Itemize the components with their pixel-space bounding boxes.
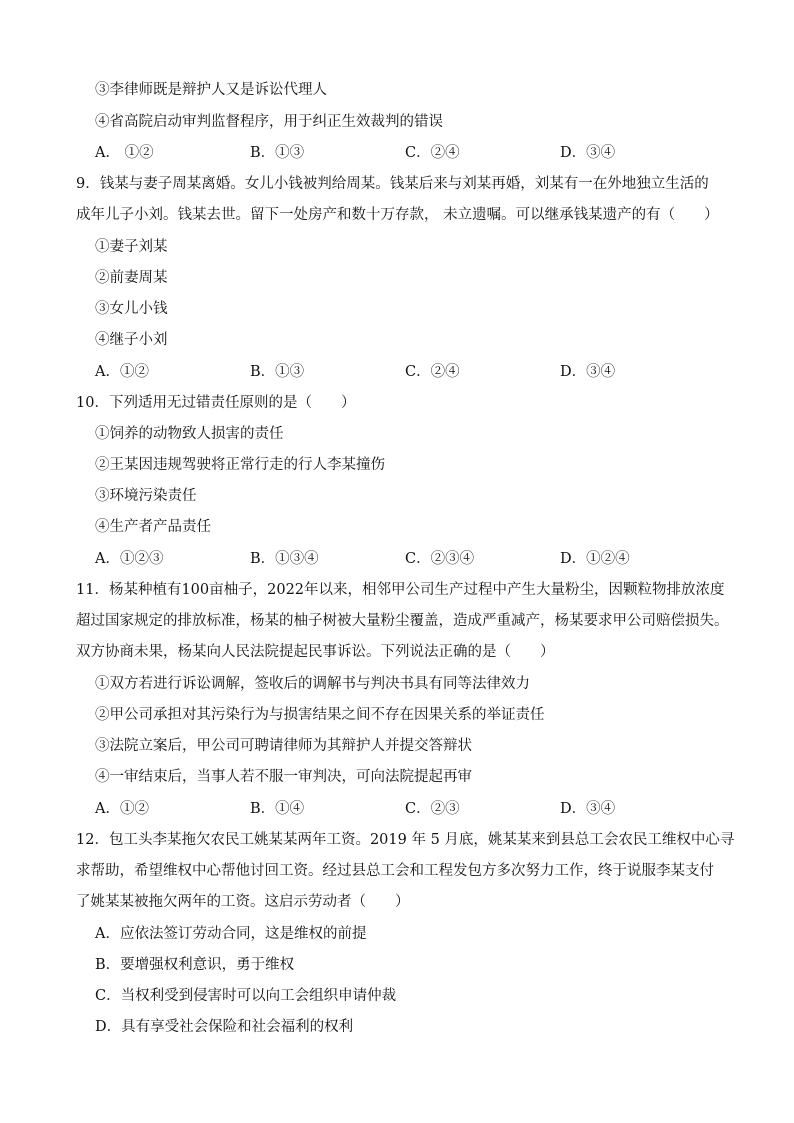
q8-choice-a[interactable]: A． ①②	[95, 145, 154, 161]
q8-choice-d[interactable]: D．③④	[560, 145, 616, 161]
q11-choice-d[interactable]: D．③④	[560, 801, 616, 817]
q9-choice-d[interactable]: D．③④	[560, 364, 616, 380]
q9-stem-line-2: 成年儿子小刘。钱某去世。留下一处房产和数十万存款， 未立遗嘱。可以继承钱某遗产的有（ ）	[76, 207, 719, 223]
q9-choice-c[interactable]: C．②④	[405, 364, 460, 380]
q12-stem-line-1: 12．包工头李某拖欠农民工姚某某两年工资。2019 年 5 月底，姚某某来到县总工会农民工维权中心寻	[76, 832, 735, 848]
q8-choices	[95, 143, 655, 163]
q11-choices	[95, 799, 655, 819]
q10-option-4: ④生产者产品责任	[95, 519, 211, 535]
q9-option-2: ②前妻周某	[95, 270, 168, 286]
q11-option-3: ③法院立案后，甲公司可聘请律师为其辩护人并提交答辩状	[95, 738, 472, 754]
q8-option-3: ③李律师既是辩护人又是诉讼代理人	[95, 82, 327, 98]
q12-choice-a[interactable]: A．应依法签订劳动合同，这是维权的前提	[95, 926, 367, 942]
q11-option-1: ①双方若进行诉讼调解，签收后的调解书与判决书具有同等法律效力	[95, 676, 530, 692]
q10-choices	[95, 549, 655, 569]
q9-stem-line-1: 9．钱某与妻子周某离婚。女儿小钱被判给周某。钱某后来与刘某再婚，刘某有一在外地独立生活的	[76, 176, 709, 192]
q10-stem: 10．下列适用无过错责任原则的是（ ）	[76, 395, 356, 411]
q9-option-1: ①妻子刘某	[95, 239, 168, 255]
q10-option-3: ③环境污染责任	[95, 488, 197, 504]
q12-stem-line-2: 求帮助，希望维权中心帮他讨回工资。经过县总工会和工程发包方多次努力工作，终于说服李某支付	[76, 863, 714, 879]
q10-choice-c[interactable]: C．②③④	[405, 551, 475, 567]
q11-option-4: ④一审结束后，当事人若不服一审判决，可向法院提起再审	[95, 769, 472, 785]
q9-choice-a[interactable]: A．①②	[95, 364, 149, 380]
q11-choice-a[interactable]: A．①②	[95, 801, 149, 817]
q10-choice-a[interactable]: A．①②③	[95, 551, 164, 567]
q10-choice-b[interactable]: B．①③④	[250, 551, 319, 567]
q8-option-4: ④省高院启动审判监督程序，用于纠正生效裁判的错误	[95, 114, 443, 130]
q9-choices	[95, 362, 655, 382]
q10-option-1: ①饲养的动物致人损害的责任	[95, 426, 284, 442]
q12-stem-line-3: 了姚某某被拖欠两年的工资。这启示劳动者（ ）	[76, 894, 410, 910]
q9-choice-b[interactable]: B．①③	[250, 364, 305, 380]
q10-choice-d[interactable]: D．①②④	[560, 551, 630, 567]
q11-choice-c[interactable]: C．②③	[405, 801, 460, 817]
q12-choice-c[interactable]: C．当权利受到侵害时可以向工会组织申请仲裁	[95, 988, 397, 1004]
q11-option-2: ②甲公司承担对其污染行为与损害结果之间不存在因果关系的举证责任	[95, 707, 545, 723]
q11-stem-line-1: 11．杨某种植有100亩柚子，2022年以来，相邻甲公司生产过程中产生大量粉尘，因颗粒物排放浓度	[76, 582, 725, 598]
q11-stem-line-3: 双方协商未果，杨某向人民法院提起民事诉讼。下列说法正确的是（ ）	[76, 644, 555, 660]
q11-choice-b[interactable]: B．①④	[250, 801, 305, 817]
q8-choice-c[interactable]: C．②④	[405, 145, 460, 161]
q8-choice-b[interactable]: B．①③	[250, 145, 305, 161]
q9-option-4: ④继子小刘	[95, 332, 168, 348]
q11-stem-line-2: 超过国家规定的排放标准，杨某的柚子树被大量粉尘覆盖，造成严重减产，杨某要求甲公司赔偿损失。	[76, 613, 729, 629]
q9-option-3: ③女儿小钱	[95, 301, 168, 317]
q10-option-2: ②王某因违规驾驶将正常行走的行人李某撞伤	[95, 457, 385, 473]
q12-choice-d[interactable]: D．具有享受社会保险和社会福利的权利	[95, 1019, 354, 1035]
q12-choice-b[interactable]: B．要增强权利意识，勇于维权	[95, 957, 295, 973]
